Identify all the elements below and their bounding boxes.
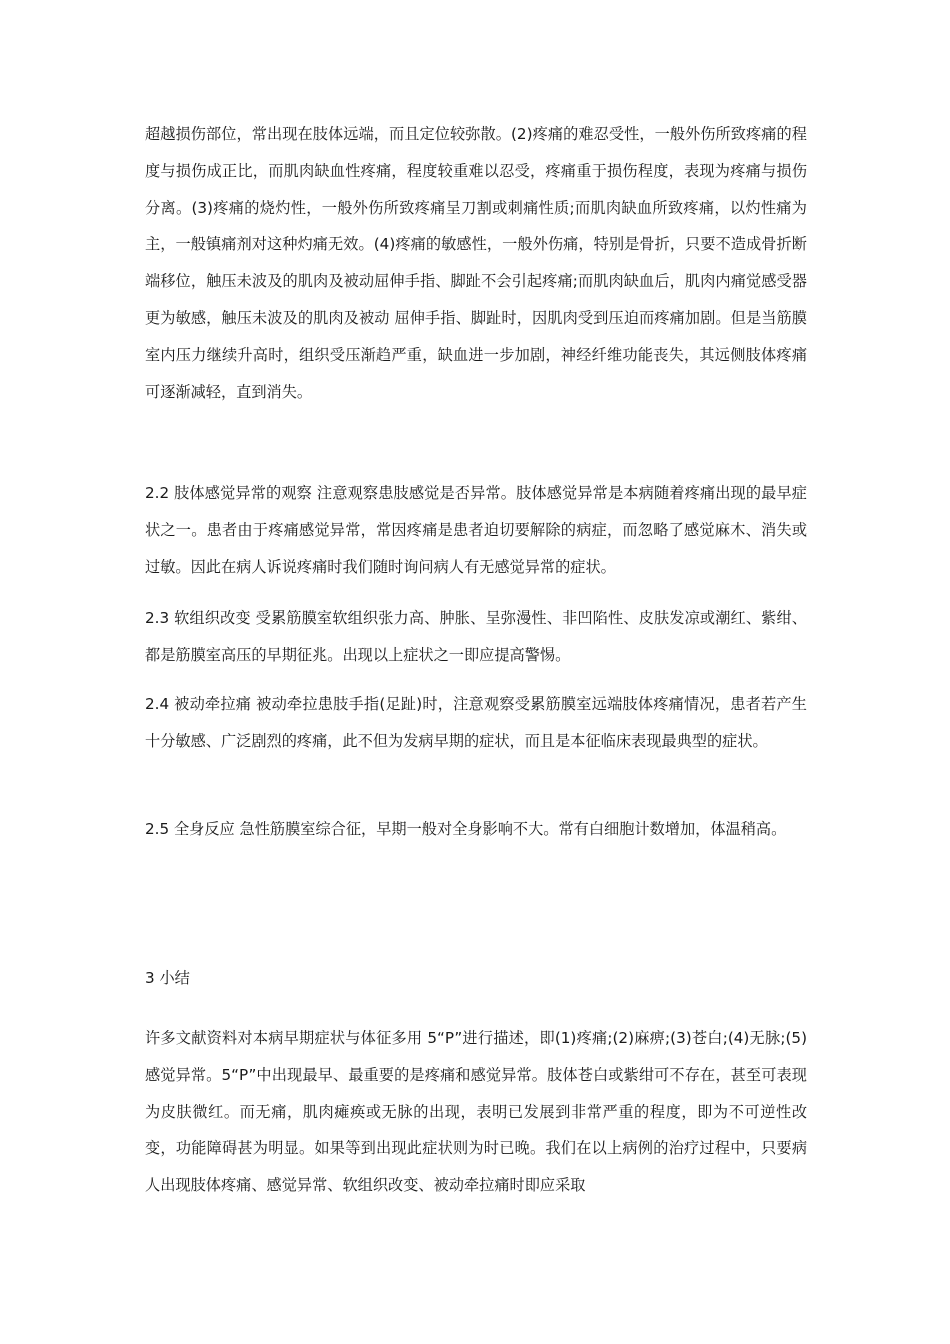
- section-2-5-paragraph: 2.5 全身反应 急性筋膜室综合征，早期一般对全身影响不大。常有白细胞计数增加，体温稍高。: [145, 820, 787, 838]
- section-3-heading: 3 小结: [145, 969, 190, 987]
- continued-paragraph: 超越损伤部位，常出现在肢体远端，而且定位较弥散。(2)疼痛的难忍受性，一般外伤所致疼痛的程度与损伤成正比，而肌肉缺血性疼痛，程度较重难以忍受，疼痛重于损伤程度，表现为疼痛与损伤分离。(3)疼痛的烧灼性，一般外伤所致疼痛呈刀割或刺痛性质;而肌肉缺血所致疼痛，以灼性痛为主，一般镇痛剂对这种灼痛无效。(4)疼痛的敏感性，一般外伤痛，特别是骨折，只要不造成骨折断端移位，触压未波及的肌肉及被动屈伸手指、脚趾不会引起疼痛;而肌肉缺血后，肌肉内痛觉感受器更为敏感，触压未波及的肌肉及被动 屈伸手指、脚趾时，因肌肉受到压迫而疼痛加剧。但是当筋膜室内压力继续升高时，组织受压渐趋严重，缺血进一步加剧，神经纤维功能丧失，其远侧肢体疼痛可逐渐减轻，直到消失。: [145, 125, 807, 401]
- section-3-paragraph: 许多文献资料对本病早期症状与体征多用 5“P”进行描述，即(1)疼痛;(2)麻痹;(3)苍白;(4)无脉;(5)感觉异常。5“P”中出现最早、最重要的是疼痛和感觉异常。肢体苍白或紫绀可不存在，甚至可表现为皮肤微红。而无痛，肌肉瘫痪或无脉的出现，表明已发展到非常严重的程度，即为不可逆性改变，功能障碍甚为明显。如果等到出现此症状则为时已晚。我们在以上病例的治疗过程中，只要病人出现肢体疼痛、感觉异常、软组织改变、被动牵拉痛时即应采取: [145, 1029, 807, 1195]
- section-2-2-paragraph: 2.2 肢体感觉异常的观察 注意观察患肢感觉是否异常。肢体感觉异常是本病随着疼痛出现的最早症状之一。患者由于疼痛感觉异常，常因疼痛是患者迫切要解除的病症，而忽略了感觉麻木、消失或过敏。因此在病人诉说疼痛时我们随时询问病人有无感觉异常的症状。: [145, 484, 807, 576]
- section-2-3-paragraph: 2.3 软组织改变 受累筋膜室软组织张力高、肿胀、呈弥漫性、非凹陷性、皮肤发凉或潮红、紫绀、都是筋膜室高压的早期征兆。出现以上症状之一即应提高警惕。: [145, 609, 807, 664]
- section-2-4-paragraph: 2.4 被动牵拉痛 被动牵拉患肢手指(足趾)时，注意观察受累筋膜室远端肢体疼痛情况，患者若产生十分敏感、广泛剧烈的疼痛，此不但为发病早期的症状，而且是本征临床表现最典型的症状。: [145, 695, 807, 750]
